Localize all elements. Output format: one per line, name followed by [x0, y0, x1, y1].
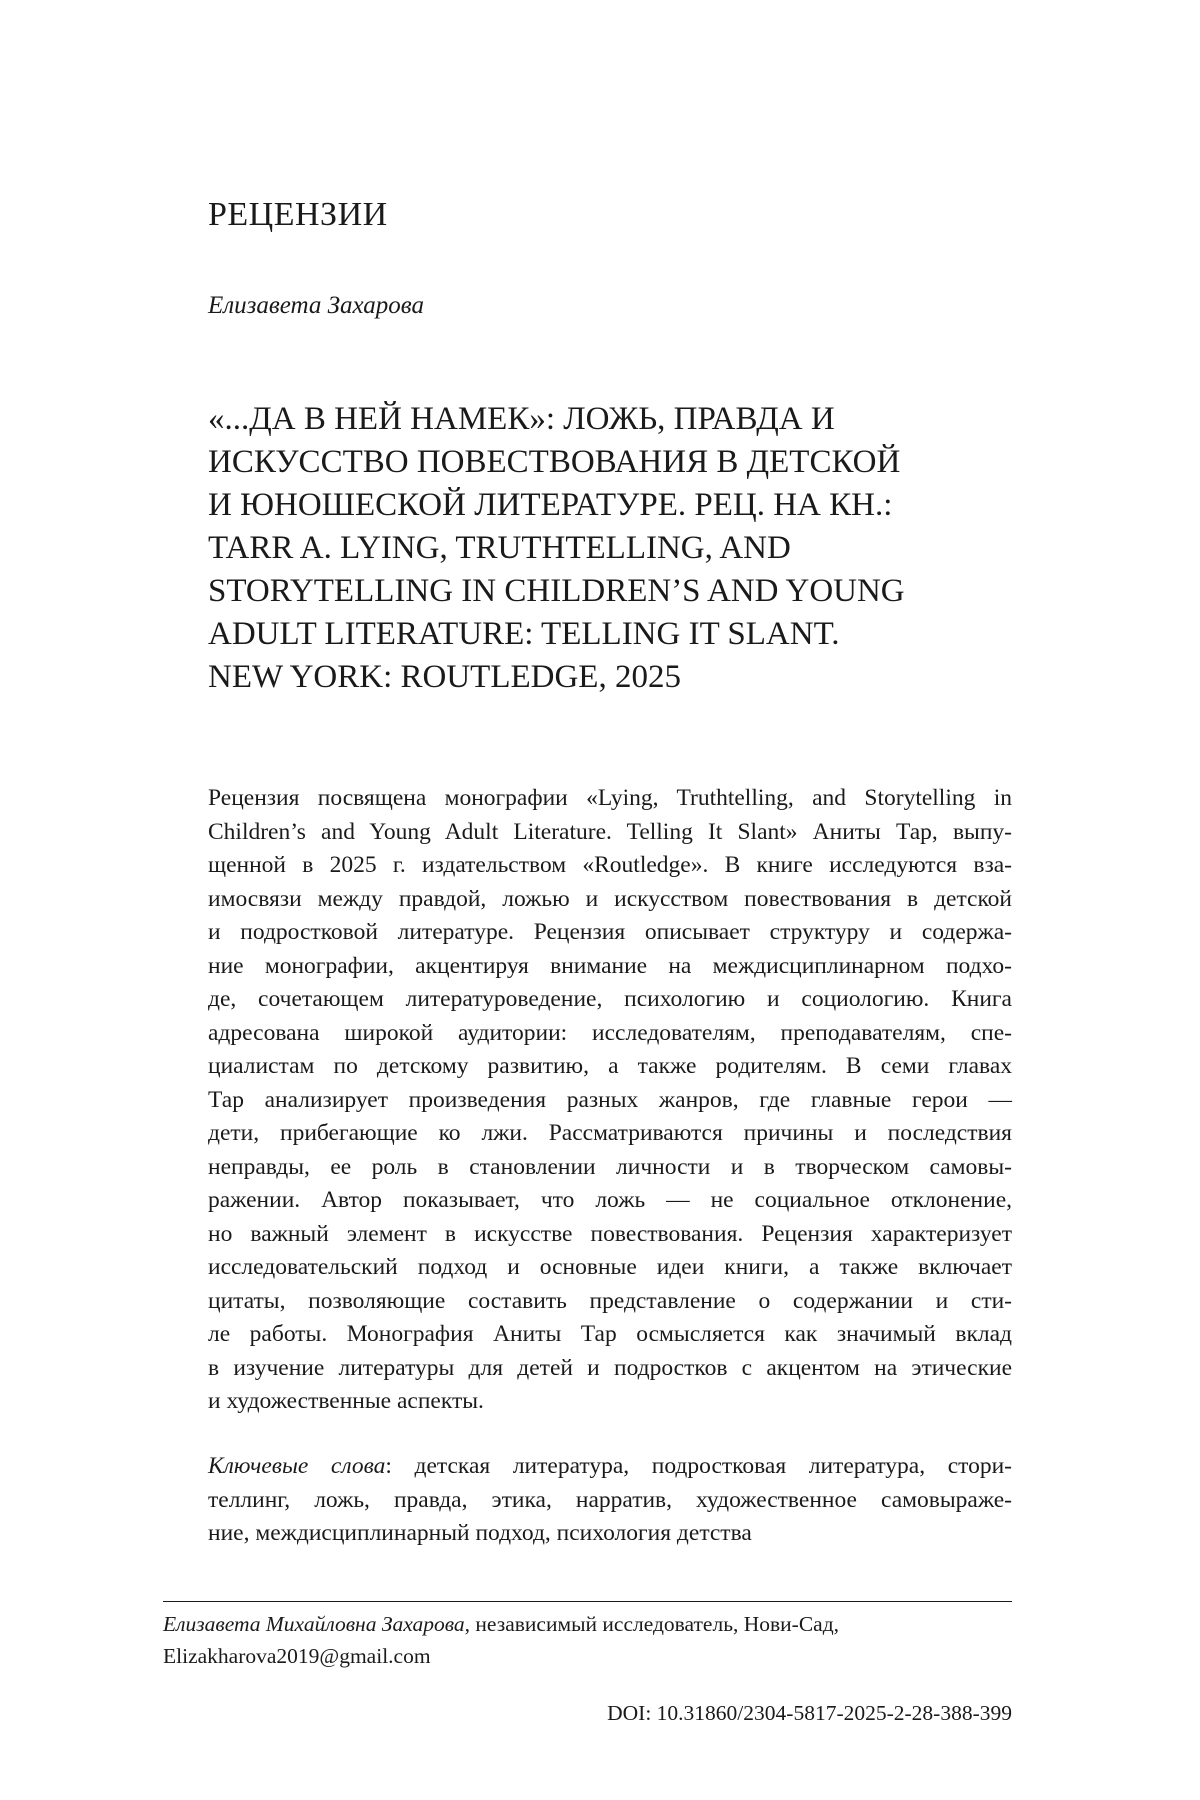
abstract-line: неправды, ее роль в становлении личности и в творческом самовы-: [208, 1153, 1012, 1180]
footnote-email[interactable]: Elizakharova2019@gmail.com: [163, 1644, 431, 1668]
abstract-line: циалистам по детскому развитию, а также родителям. В семи главах: [208, 1053, 1012, 1079]
title-line: TARR A. LYING, TRUTHTELLING, AND: [208, 530, 791, 566]
title-line: И ЮНОШЕСКОЙ ЛИТЕРАТУРЕ. РЕЦ. НА КН.:: [208, 487, 893, 523]
abstract-line: Рецензия посвящена монографии «Lying, Truthtelling, and Storytelling in: [208, 785, 1012, 811]
abstract-line: и художественные аспекты.: [208, 1388, 484, 1414]
abstract-line: адресована широкой аудитории: исследователям, преподавателям, спе-: [208, 1019, 1012, 1046]
abstract-line: ражении. Автор показывает, что ложь — не социальное отклонение,: [208, 1187, 1012, 1213]
keywords-line: теллинг, ложь, правда, этика, нарратив, художественное самовыраже-: [208, 1486, 1012, 1513]
abstract-line: де, сочетающем литературоведение, психологию и социологию. Книга: [208, 986, 1012, 1012]
article-author: Елизавета Захарова: [208, 292, 424, 319]
abstract-line: имосвязи между правдой, ложью и искусством повествования в детской: [208, 885, 1012, 912]
keywords-text: : детская литература, подростковая литература, стори-: [385, 1453, 1012, 1479]
title-line: «...ДА В НЕЙ НАМЕК»: ЛОЖЬ, ПРАВДА И: [208, 401, 835, 437]
keywords-line: [208, 1450, 1012, 1484]
section-heading: РЕЦЕНЗИИ: [208, 196, 388, 233]
keywords: [208, 1450, 1012, 1551]
footnote-affiliation: , независимый исследователь, Нови-Сад,: [464, 1612, 840, 1636]
abstract-line: дети, прибегающие ко лжи. Рассматриваются причины и последствия: [208, 1120, 1012, 1146]
title-line: STORYTELLING IN CHILDREN’S AND YOUNG: [208, 573, 905, 609]
abstract-line: и подростковой литературе. Рецензия описывает структуру и содержа-: [208, 919, 1012, 945]
footnote-author-name: Елизавета Михайловна Захарова: [163, 1612, 465, 1636]
title-line: NEW YORK: ROUTLEDGE, 2025: [208, 659, 681, 695]
keywords-label: Ключевые слова: [208, 1453, 386, 1479]
abstract-line: Children’s and Young Adult Literature. Telling It Slant» Аниты Тар, выпу-: [208, 818, 1012, 845]
title-line: ADULT LITERATURE: TELLING IT SLANT.: [208, 616, 840, 652]
keywords-line: ние, междисциплинарный подход, психология детства: [208, 1520, 752, 1546]
footnote-line: [163, 1608, 1012, 1640]
abstract-line: цитаты, позволяющие составить представление о содержании и сти-: [208, 1287, 1012, 1314]
abstract-line: Тар анализирует произведения разных жанров, где главные герои —: [208, 1086, 1012, 1113]
article-title: [208, 398, 1008, 699]
abstract-line: ние монографии, акцентируя внимание на междисциплинарном подхо-: [208, 952, 1012, 979]
abstract-line: в изучение литературы для детей и подростков с акцентом на этические: [208, 1354, 1012, 1381]
title-line: ИСКУССТВО ПОВЕСТВОВАНИЯ В ДЕТСКОЙ: [208, 444, 901, 480]
footnote-divider: [163, 1601, 1012, 1602]
abstract-line: но важный элемент в искусстве повествования. Рецензия характеризует: [208, 1220, 1012, 1247]
abstract-line: ле работы. Монография Аниты Тар осмысляется как значимый вклад: [208, 1321, 1012, 1347]
abstract-line: исследовательский подход и основные идеи книги, а также включает: [208, 1254, 1012, 1280]
abstract-line: щенной в 2025 г. издательством «Routledge». В книге исследуются вза-: [208, 852, 1012, 878]
author-footnote: [163, 1608, 1012, 1672]
abstract: [208, 782, 1012, 1419]
doi[interactable]: DOI: 10.31860/2304-5817-2025-2-28-388-399: [607, 1701, 1012, 1725]
